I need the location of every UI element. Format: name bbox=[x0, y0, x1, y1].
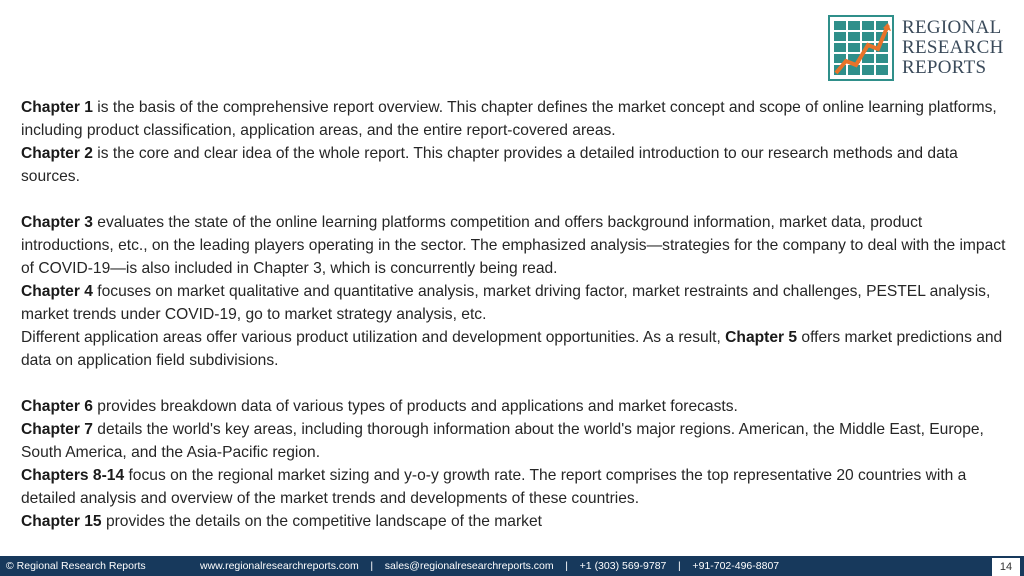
logo-line-1: REGIONAL bbox=[902, 17, 1002, 38]
paragraph-chapters-8-14 bbox=[21, 464, 1006, 510]
chapter-text: focus on the regional market sizing and y-o-y growth rate. The report comprises the top representative 20 countries with a detailed analysis and overview of the market trends and developments of these countries. bbox=[21, 467, 967, 507]
chapter-text: focuses on market qualitative and quantitative analysis, market driving factor, market restraints and challenges, PESTEL analysis, market trends under COVID-19, go to market strategy analysis, etc. bbox=[21, 283, 991, 323]
chapter-text: provides breakdown data of various types of products and applications and market forecasts. bbox=[92, 398, 738, 415]
logo-line-3: REPORTS bbox=[902, 57, 987, 78]
chapter-text: details the world's key areas, including thorough information about the world's major regions. American, the Middle East, Europe, South America, and the Asia-Pacific region. bbox=[21, 421, 984, 461]
page-number: 14 bbox=[992, 558, 1020, 576]
chapter-label: Chapter 3 bbox=[21, 214, 93, 231]
chapter-label: Chapter 1 bbox=[21, 99, 93, 116]
paragraph-chapter-4 bbox=[21, 280, 1006, 326]
footer-contact-info: www.regionalresearchreports.com | sales@regionalresearchreports.com | +1 (303) 569-9787 | +91-702-496-8807 bbox=[200, 560, 780, 572]
paragraph-chapter-7 bbox=[21, 418, 1006, 464]
logo-wordmark bbox=[902, 18, 1004, 78]
chapter-text: provides the details on the competitive landscape of the market bbox=[101, 513, 542, 530]
chapter-label: Chapter 6 bbox=[21, 398, 93, 415]
chapter-descriptions bbox=[21, 96, 1006, 533]
paragraph-chapter-1 bbox=[21, 96, 1006, 142]
paragraph-chapter-5 bbox=[21, 326, 1006, 372]
chapter-label: Chapter 7 bbox=[21, 421, 93, 438]
chapter-label: Chapter 15 bbox=[21, 513, 102, 530]
chapter-label: Chapter 4 bbox=[21, 283, 93, 300]
paragraph-chapter-15 bbox=[21, 510, 1006, 533]
paragraph-chapter-6 bbox=[21, 395, 1006, 418]
footer-bar bbox=[0, 556, 1024, 576]
chapter-text: is the basis of the comprehensive report overview. This chapter defines the market concept and scope of online learning platforms, including product classification, application areas, and the entire report-covered areas. bbox=[21, 99, 997, 139]
footer-copyright: © Regional Research Reports bbox=[6, 560, 146, 572]
paragraph-chapter-2 bbox=[21, 142, 1006, 188]
chapter-label: Chapter 2 bbox=[21, 145, 93, 162]
chapter-label: Chapters 8-14 bbox=[21, 467, 125, 484]
chapter-text: is the core and clear idea of the whole report. This chapter provides a detailed introduction to our research methods and data sources. bbox=[21, 145, 958, 185]
logo-line-2: RESEARCH bbox=[902, 37, 1004, 58]
chapter-label: Chapter 5 bbox=[725, 329, 798, 346]
chapter-text: evaluates the state of the online learning platforms competition and offers background information, market data, product introductions, etc., on the leading players operating in the sector. The emphasized analysis—strategies for the company to deal with the impact of COVID-19—is also included in Chapter 3, which is concurrently being read. bbox=[21, 214, 1006, 277]
chapter-text: offers market predictions and data on application field subdivisions. bbox=[21, 329, 1003, 369]
company-logo bbox=[828, 14, 1018, 82]
paragraph-chapter-3 bbox=[21, 211, 1006, 280]
chapter-pre-text: Different application areas offer various product utilization and development opportunities. As a result, bbox=[21, 329, 726, 346]
bar-chart-logo-icon bbox=[828, 15, 894, 81]
